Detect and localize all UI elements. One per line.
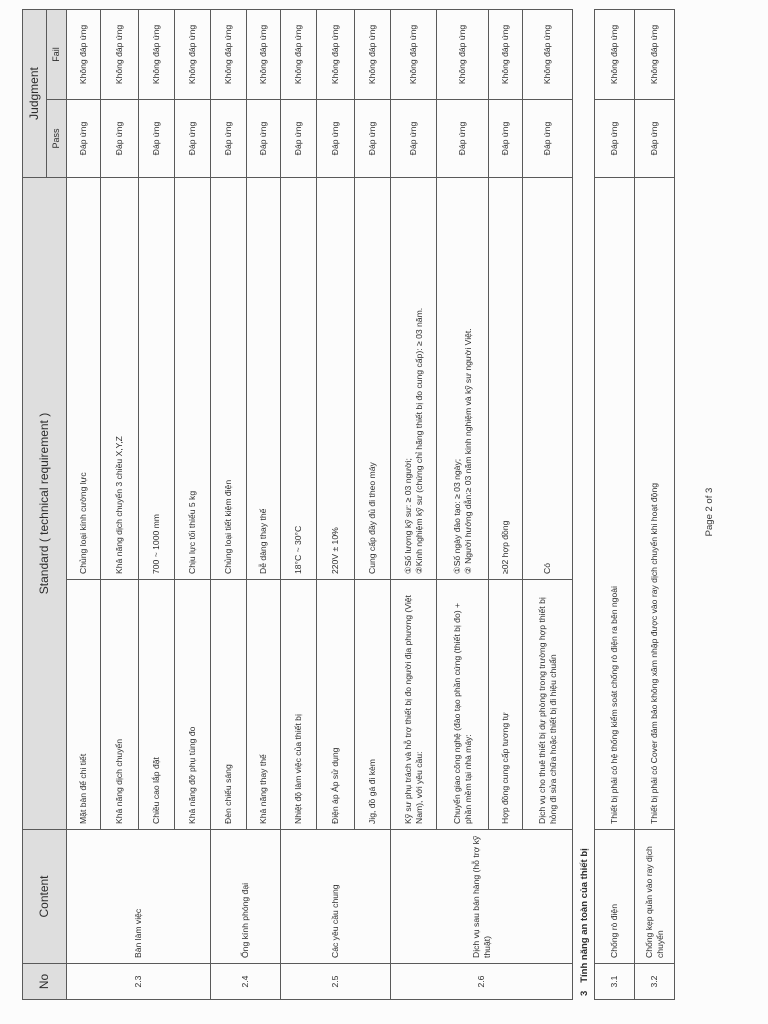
row-subitem: Đèn chiếu sáng [211, 580, 247, 830]
row-pass: Đáp ứng [247, 100, 281, 178]
row-requirement: Chủng loại kính cường lực [67, 178, 101, 580]
row-subitem: Dịch vụ cho thuê thiết bị dự phòng trong trường hợp thiết bị hỏng đi sửa chữa hoặc thiết bị đi hiệu chuẩn [523, 580, 573, 830]
row-content: Chống rò điện [595, 830, 635, 964]
header-row [23, 9, 47, 999]
row-pass: Đáp ứng [595, 100, 635, 178]
row-fail: Không đáp ứng [523, 9, 573, 99]
row-content: Dịch vụ sau bán hàng (hỗ trợ kỹ thuật) [391, 830, 573, 964]
table-row [211, 9, 247, 999]
row-number: 3.2 [635, 964, 675, 1000]
table-row [635, 10, 675, 1000]
row-pass: Đáp ứng [67, 100, 101, 178]
row-fail: Không đáp ứng [175, 9, 211, 99]
row-requirement: 18°C ~ 30°C [281, 178, 317, 580]
row-pass: Đáp ứng [489, 100, 523, 178]
table-row [595, 10, 635, 1000]
row-subitem: Khả năng đỡ phụ tùng đo [175, 580, 211, 830]
row-fail: Không đáp ứng [139, 9, 175, 99]
row-number: 3.1 [595, 964, 635, 1000]
row-subitem: Kỹ sư phụ trách và hỗ trợ thiết bị đo người địa phương (Việt Nam), với yêu cầu: [391, 580, 437, 830]
row-requirement: ≥02 hợp đồng [489, 178, 523, 580]
row-pass: Đáp ứng [281, 100, 317, 178]
header-standard: Standard ( technical requirement ) [23, 178, 67, 830]
row-pass: Đáp ứng [635, 100, 675, 178]
row-requirement: Cung cấp đầy đủ đi theo máy [355, 178, 391, 580]
row-pass: Đáp ứng [139, 100, 175, 178]
row-subitem: Nhiệt độ làm việc của thiết bị [281, 580, 317, 830]
row-pass: Đáp ứng [101, 100, 139, 178]
row-fail: Không đáp ứng [489, 9, 523, 99]
row-subitem: Khả năng thay thế [247, 580, 281, 830]
row-requirement: Có [523, 178, 573, 580]
header-fail: Fail [47, 9, 67, 99]
row-requirement: Khả năng dịch chuyển 3 chiều X,Y,Z [101, 178, 139, 580]
header-judgment: Judgment [23, 9, 47, 177]
row-fail: Không đáp ứng [355, 9, 391, 99]
row-pass: Đáp ứng [175, 100, 211, 178]
row-fail: Không đáp ứng [391, 9, 437, 99]
safety-table [594, 9, 675, 1000]
row-requirement: 220V ± 10% [317, 178, 355, 580]
row-pass: Đáp ứng [437, 100, 489, 178]
row-requirement: Thiết bị phải có hệ thống kiểm soát chống rò điện ra bên ngoài [595, 178, 635, 830]
row-pass: Đáp ứng [391, 100, 437, 178]
row-subitem: Mặt bàn để chi tiết [67, 580, 101, 830]
row-requirement: Thiết bị phải có Cover đảm bảo không xâm nhập được vào ray dịch chuyển khi hoạt động [635, 178, 675, 830]
row-requirement: 700 ~ 1000 mm [139, 178, 175, 580]
header-content: Content [23, 830, 67, 964]
row-pass: Đáp ứng [317, 100, 355, 178]
row-pass: Đáp ứng [211, 100, 247, 178]
row-fail: Không đáp ứng [101, 9, 139, 99]
row-subitem: Điện áp Áp sử dụng [317, 580, 355, 830]
row-fail: Không đáp ứng [595, 10, 635, 100]
row-subitem: Hợp đồng cung cấp tương tự [489, 580, 523, 830]
spec-table [22, 9, 573, 1000]
row-subitem: Jig, đồ gá đi kèm [355, 580, 391, 830]
row-fail: Không đáp ứng [67, 9, 101, 99]
row-requirement: Dễ dàng thay thế [247, 178, 281, 580]
row-number: 2.6 [391, 964, 573, 1000]
row-fail: Không đáp ứng [437, 9, 489, 99]
row-content: Bàn làm việc [67, 830, 211, 964]
section-number: 3 [579, 990, 591, 996]
row-requirement: ①Số ngày đào tạo: ≥ 03 ngày; ② Người hướng dẫn:≥ 03 năm kinh nghiệm và kỹ sư người Việt. [437, 178, 489, 580]
row-content: Chống kẹp quần vào ray dịch chuyển [635, 830, 675, 964]
row-number: 2.5 [281, 964, 391, 1000]
section-3-heading [573, 10, 594, 1000]
table-row [281, 9, 317, 999]
row-fail: Không đáp ứng [317, 9, 355, 99]
spec-sheet [22, 10, 675, 1000]
row-requirement: Chủng loại tiết kiệm điện [211, 178, 247, 580]
row-content: Các yêu cầu chung [281, 830, 391, 964]
page-number: Page 2 of 3 [704, 487, 715, 537]
section-title: Tính năng an toàn của thiết bị [579, 848, 591, 983]
header-pass: Pass [47, 100, 67, 178]
row-fail: Không đáp ứng [281, 9, 317, 99]
row-subitem: Chuyển giao công nghệ (đào tạo phần cứng (thiết bị đo) + phần mềm tại nhà máy: [437, 580, 489, 830]
row-requirement: Chịu lực tối thiểu 5 kg [175, 178, 211, 580]
row-fail: Không đáp ứng [247, 9, 281, 99]
table-row [391, 9, 437, 999]
row-fail: Không đáp ứng [635, 10, 675, 100]
row-pass: Đáp ứng [355, 100, 391, 178]
row-number: 2.3 [67, 964, 211, 1000]
row-pass: Đáp ứng [523, 100, 573, 178]
row-fail: Không đáp ứng [211, 9, 247, 99]
row-number: 2.4 [211, 964, 281, 1000]
row-subitem: Chiều cao lắp đặt [139, 580, 175, 830]
table-row [67, 9, 101, 999]
row-requirement: ①Số lượng kỹ sư: ≥ 03 người; ②Kinh nghiệm kỹ sư (chứng chỉ hãng thiết bị đo cung cấp): ≥ 03 năm. [391, 178, 437, 580]
header-no: No [23, 964, 67, 1000]
row-subitem: Khả năng dịch chuyển [101, 580, 139, 830]
row-content: Ống kính phóng đại [211, 830, 281, 964]
